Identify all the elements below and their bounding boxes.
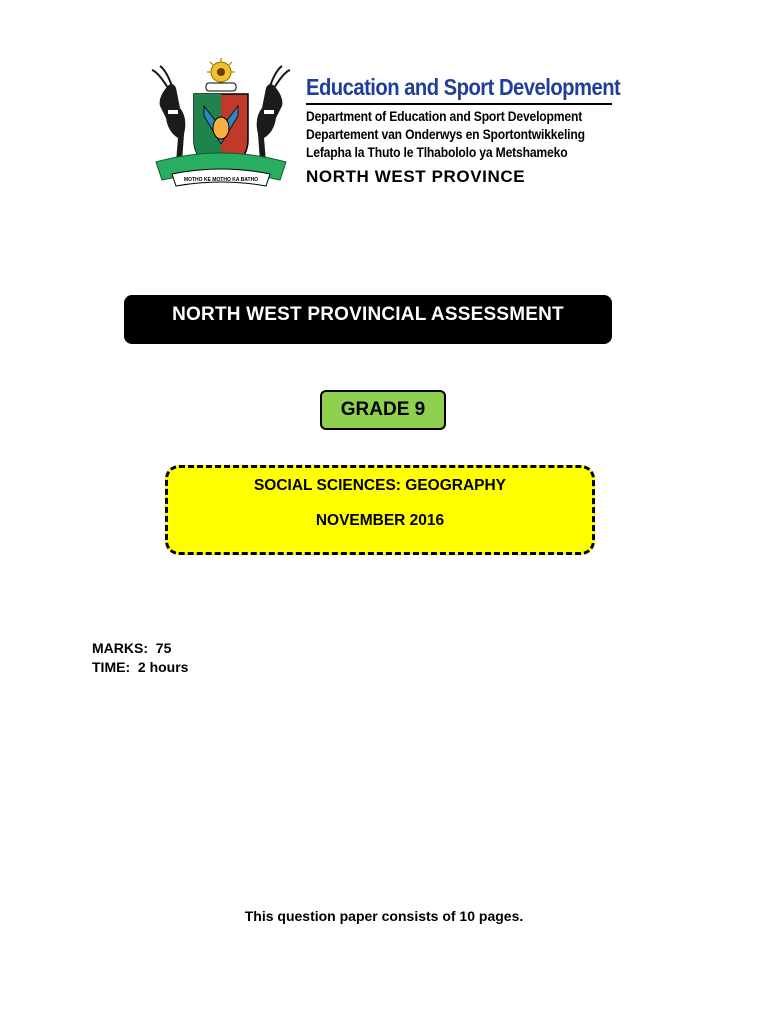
province-name: NORTH WEST PROVINCE bbox=[306, 167, 526, 186]
subject-name: SOCIAL SCIENCES: GEOGRAPHY bbox=[253, 477, 507, 494]
marks-value: 75 bbox=[155, 640, 172, 656]
time-line bbox=[92, 658, 188, 677]
grade-label: GRADE 9 bbox=[320, 390, 446, 430]
exam-meta bbox=[92, 639, 188, 677]
department-name-setswana: Lefapha la Thuto le Tlhabololo ya Metshameko bbox=[306, 145, 568, 160]
assessment-title-banner: NORTH WEST PROVINCIAL ASSESSMENT bbox=[124, 295, 612, 344]
page-count-note: This question paper consists of 10 pages. bbox=[244, 908, 524, 924]
time-label: TIME: bbox=[92, 659, 131, 675]
time-value: 2 hours bbox=[137, 659, 189, 675]
marks-label: MARKS: bbox=[92, 640, 148, 656]
department-name-afrikaans: Departement van Onderwys en Sportontwikkeling bbox=[306, 127, 585, 142]
department-header bbox=[306, 72, 621, 190]
department-name-english: Department of Education and Sport Development bbox=[306, 109, 583, 124]
marks-line bbox=[92, 639, 188, 658]
coat-of-arms-logo bbox=[148, 58, 294, 194]
exam-session: NOVEMBER 2016 bbox=[315, 512, 445, 529]
svg-text:MOTHO KE MOTHO KA BATHO: MOTHO KE MOTHO KA BATHO bbox=[183, 177, 259, 183]
department-title: Education and Sport Development bbox=[306, 74, 621, 100]
header-divider bbox=[306, 103, 612, 105]
subject-box bbox=[165, 465, 595, 555]
